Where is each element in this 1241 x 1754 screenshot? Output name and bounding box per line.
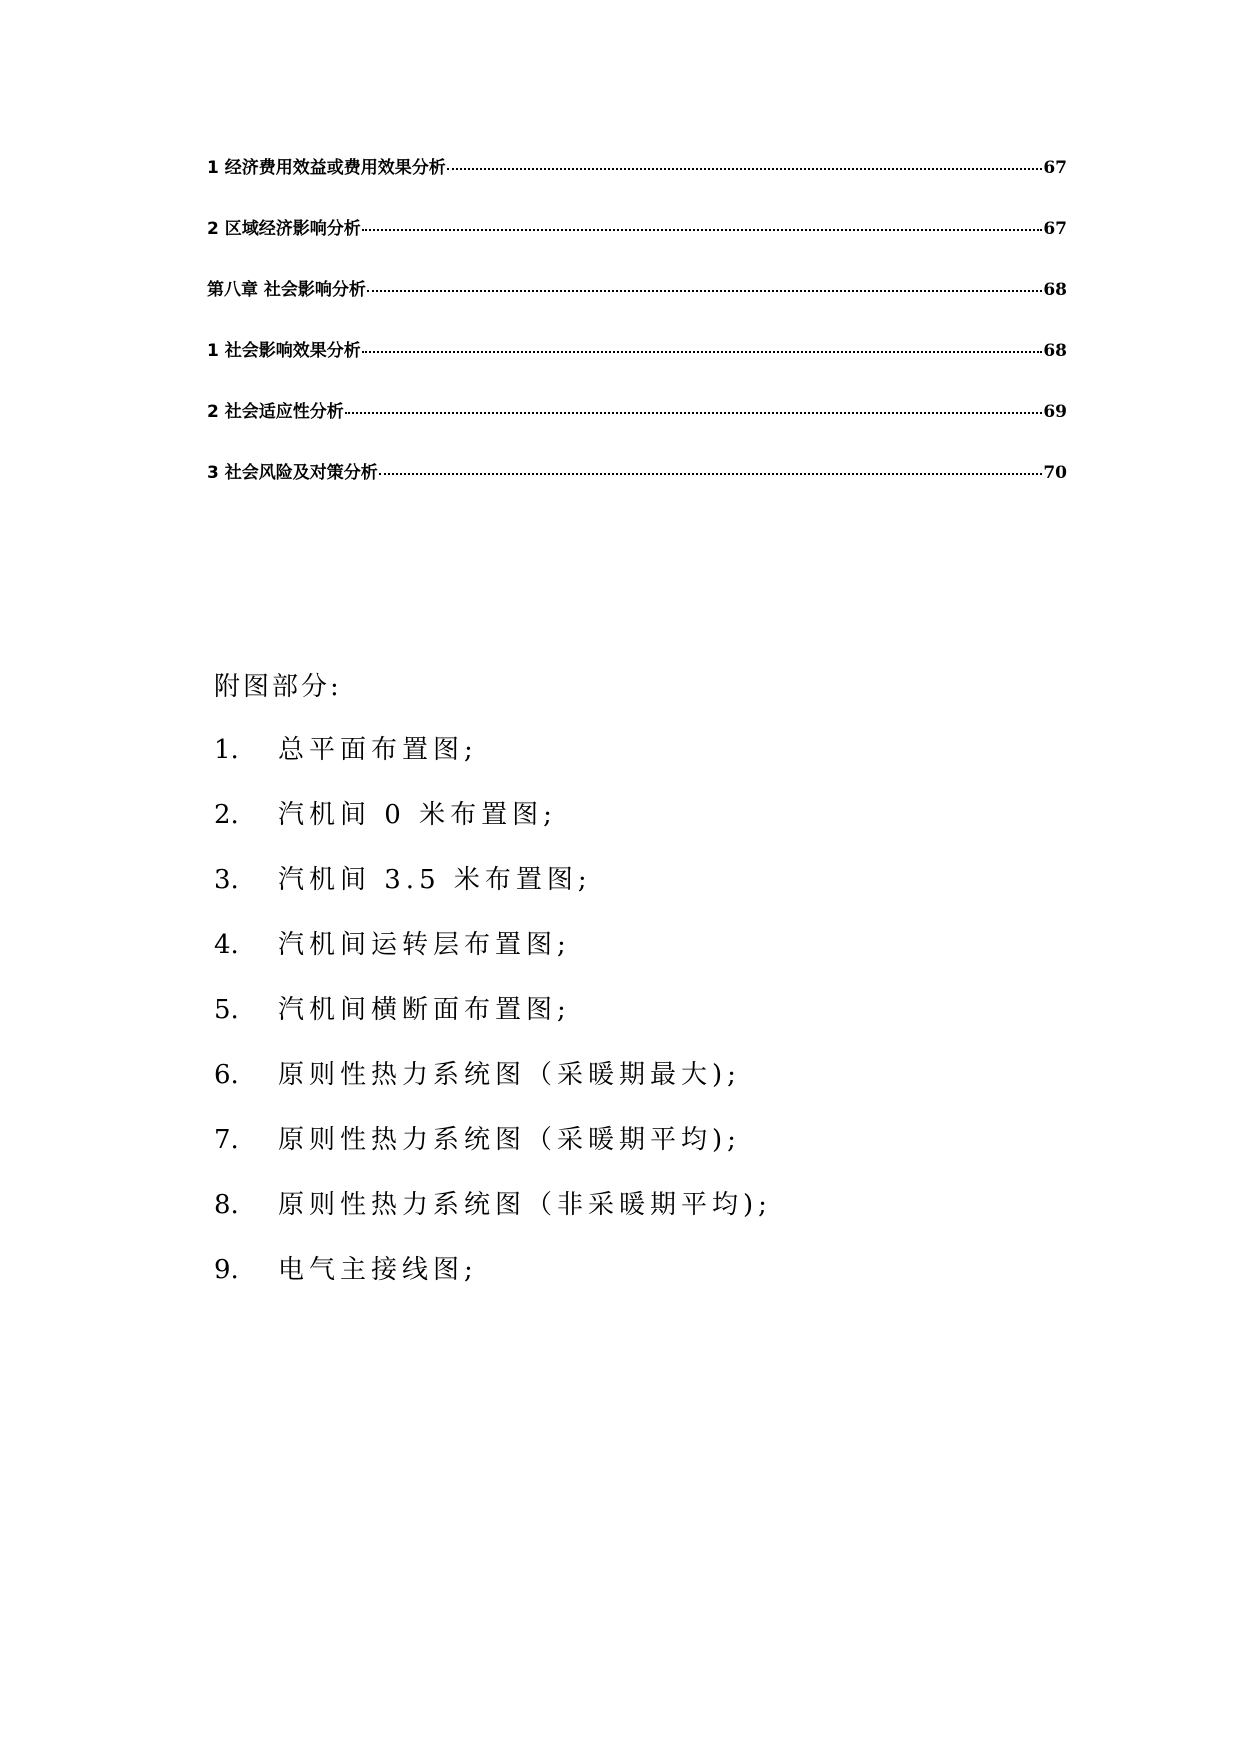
- appendix-item: [214, 735, 1114, 800]
- toc-entry-title: 2 区域经济影响分析: [207, 219, 361, 239]
- appendix-item-text: 汽机间 3.5 米布置图;: [278, 865, 592, 895]
- appendix-item-number: 6.: [214, 1060, 239, 1090]
- toc-entry-title: 第八章 社会影响分析: [207, 280, 366, 300]
- appendix-item: [214, 1190, 1114, 1255]
- appendix-item-text: 电气主接线图;: [278, 1255, 478, 1285]
- appendix-item: [214, 800, 1114, 865]
- appendix-item-number: 4.: [214, 930, 239, 960]
- toc-entry[interactable]: [207, 341, 1067, 402]
- appendix-item-text: 汽机间横断面布置图;: [278, 995, 571, 1025]
- appendix-item: [214, 1060, 1114, 1125]
- toc-entry-page-number: 68: [1043, 280, 1067, 300]
- toc-entry-title: 3 社会风险及对策分析: [207, 463, 378, 483]
- appendix-item: [214, 995, 1114, 1060]
- appendix-item: [214, 1255, 1114, 1320]
- appendix-item-text: 原则性热力系统图（采暖期最大);: [278, 1060, 741, 1090]
- appendix-item: [214, 1125, 1114, 1190]
- appendix-list: [214, 735, 1114, 1320]
- toc-dot-leader: [447, 168, 1043, 170]
- toc-entry-page-number: 68: [1043, 341, 1067, 361]
- appendix-item: [214, 865, 1114, 930]
- appendix-item-text: 汽机间运转层布置图;: [278, 930, 571, 960]
- appendix-item-number: 7.: [214, 1125, 239, 1155]
- toc-entry[interactable]: [207, 402, 1067, 463]
- toc-dot-leader: [362, 229, 1043, 231]
- appendix-item-text: 汽机间 0 米布置图;: [278, 800, 557, 830]
- appendix-item-text: 总平面布置图;: [278, 735, 478, 765]
- toc-entry-title: 2 社会适应性分析: [207, 402, 344, 422]
- toc-dot-leader: [379, 473, 1043, 475]
- appendix-item-number: 2.: [214, 800, 239, 830]
- appendix-item-number: 1.: [214, 735, 239, 765]
- toc-entry[interactable]: [207, 280, 1067, 341]
- appendix-item-number: 3.: [214, 865, 239, 895]
- appendix-item-number: 9.: [214, 1255, 239, 1285]
- appendix-item-number: 5.: [214, 995, 239, 1025]
- appendix-item-text: 原则性热力系统图（非采暖期平均);: [278, 1190, 772, 1220]
- appendix-item-number: 8.: [214, 1190, 239, 1220]
- toc-entry[interactable]: [207, 219, 1067, 280]
- toc-dot-leader: [362, 351, 1043, 353]
- toc-entry-page-number: 67: [1043, 219, 1067, 239]
- table-of-contents: [207, 158, 1067, 524]
- appendix-section: [214, 672, 1114, 1320]
- toc-entry-title: 1 经济费用效益或费用效果分析: [207, 158, 446, 178]
- appendix-item-text: 原则性热力系统图（采暖期平均);: [278, 1125, 741, 1155]
- toc-entry[interactable]: [207, 158, 1067, 219]
- appendix-item: [214, 930, 1114, 995]
- toc-dot-leader: [345, 412, 1043, 414]
- appendix-title: 附图部分:: [214, 672, 342, 702]
- toc-entry-page-number: 67: [1043, 158, 1067, 178]
- toc-entry[interactable]: [207, 463, 1067, 524]
- toc-entry-page-number: 69: [1043, 402, 1067, 422]
- toc-entry-title: 1 社会影响效果分析: [207, 341, 361, 361]
- toc-dot-leader: [367, 290, 1042, 292]
- toc-entry-page-number: 70: [1043, 463, 1067, 483]
